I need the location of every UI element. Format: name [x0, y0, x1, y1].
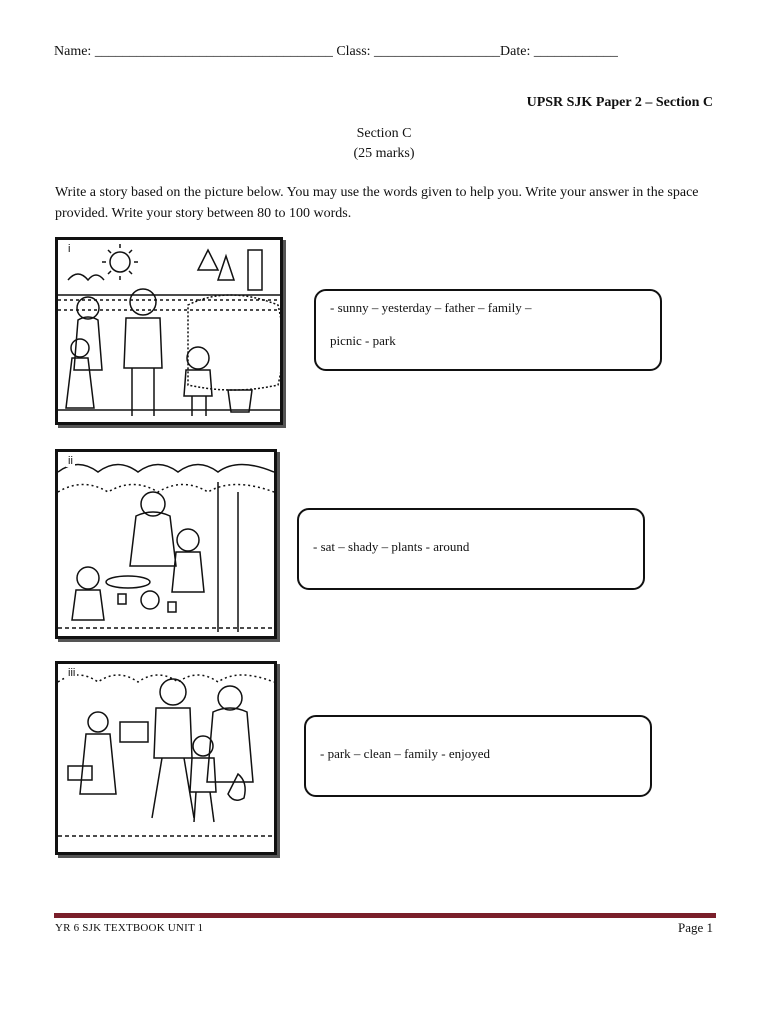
section-title: Section C [356, 126, 412, 141]
picture-label: iii [68, 667, 76, 679]
word-box-line: - sat – shady – plants - around [313, 539, 470, 554]
family-park-illustration [58, 240, 280, 422]
picture-label: i [68, 243, 71, 255]
word-box-i [314, 289, 662, 371]
footer-textbook-label: YR 6 SJK TEXTBOOK UNIT 1 [55, 922, 204, 934]
picture-i-family-in-park [55, 237, 283, 425]
student-info-line: Name: __________________________________ Class: __________________Date: ____________ [54, 44, 618, 59]
section-marks: (25 marks) [353, 146, 415, 161]
word-box-iii [304, 715, 652, 797]
picture-iii-family-cleaning [55, 661, 277, 855]
word-box-line: - sunny – yesterday – father – family – [330, 300, 532, 315]
footer-divider [54, 913, 716, 918]
picture-label: ii [68, 455, 73, 467]
picture-ii-family-eating [55, 449, 277, 639]
section-heading [0, 124, 768, 164]
word-box-line: picnic - park [330, 333, 396, 348]
word-box-line: - park – clean – family - enjoyed [320, 746, 491, 761]
word-box-ii [297, 508, 645, 590]
paper-title: UPSR SJK Paper 2 – Section C [526, 95, 713, 110]
family-eating-illustration [58, 452, 274, 636]
instructions-text: Write a story based on the picture below. You may use the words given to help you. Write your answer in the space provided. Write your story between 80 to 100 words. [55, 185, 699, 221]
family-cleaning-illustration [58, 664, 274, 852]
page-number: Page 1 [677, 920, 713, 935]
